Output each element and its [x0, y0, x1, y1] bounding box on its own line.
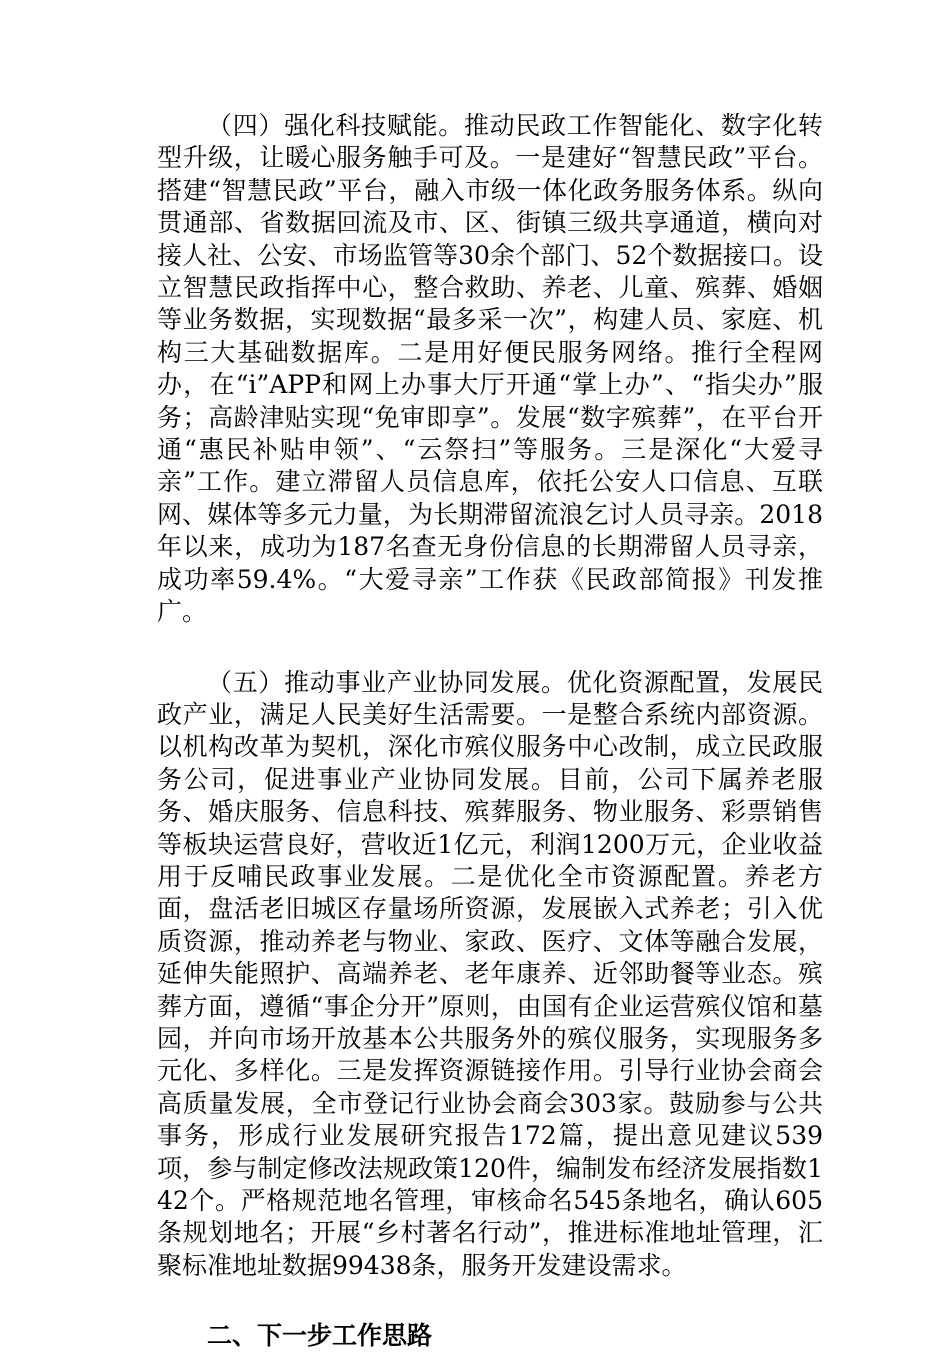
paragraph-spacer: [157, 1282, 823, 1320]
paragraph-spacer: [157, 629, 823, 667]
paragraph-industry-coordination: （五）推动事业产业协同发展。优化资源配置，发展民政产业，满足人民美好生活需要。一是整合系统内部资源。以机构改革为契机，深化市殡仪服务中心改制，成立民政服务公司，促进事业产业协同发展。目前，公司下属养老服务、婚庆服务、信息科技、殡葬服务、物业服务、彩票销售等板块运营良好，营收近1亿元，利润1200万元，企业收益用于反哺民政事业发展。二是优化全市资源配置。养老方面，盘活老旧城区存量场所资源，发展嵌入式养老；引入优质资源，推动养老与物业、家政、医疗、文体等融合发展，延伸失能照护、高端养老、老年康养、近邻助餐等业态。殡葬方面，遵循“事企分开”原则，由国有企业运营殡仪馆和墓园，并向市场开放基本公共服务外的殡仪服务，实现服务多元化、多样化。三是发挥资源链接作用。引导行业协会商会高质量发展，全市登记行业协会商会303家。鼓励参与公共事务，形成行业发展研究报告172篇，提出意见建议539项，参与制定修改法规政策120件，编制发布经济发展指数142个。严格规范地名管理，审核命名545条地名，确认605条规划地名；开展“乡村著名行动”，推进标准地址管理，汇聚标准地址数据99438条，服务开发建设需求。: [157, 667, 823, 1280]
section-heading-next-steps: 二、下一步工作思路: [207, 1321, 433, 1351]
document-body: [157, 110, 823, 1353]
paragraph-tech-empowerment: （四）强化科技赋能。推动民政工作智能化、数字化转型升级，让暖心服务触手可及。一是建好“智慧民政”平台。搭建“智慧民政”平台，融入市级一体化政务服务体系。纵向贯通部、省数据回流及市、区、街镇三级共享通道，横向对接人社、公安、市场监管等30余个部门、52个数据接口。设立智慧民政指挥中心，整合救助、养老、儿童、殡葬、婚姻等业务数据，实现数据“最多采一次”，构建人员、家庭、机构三大基础数据库。二是用好便民服务网络。推行全程网办，在“i”APP和网上办事大厅开通“掌上办”、“指尖办”服务；高龄津贴实现“免审即享”。发展“数字殡葬”，在平台开通“惠民补贴申领”、“云祭扫”等服务。三是深化“大爱寻亲”工作。建立滞留人员信息库，依托公安人口信息、互联网、媒体等多元力量，为长期滞留流浪乞讨人员寻亲。2018年以来，成功为187名查无身份信息的长期滞留人员寻亲，成功率59.4%。“大爱寻亲”工作获《民政部简报》刊发推广。: [157, 111, 823, 627]
